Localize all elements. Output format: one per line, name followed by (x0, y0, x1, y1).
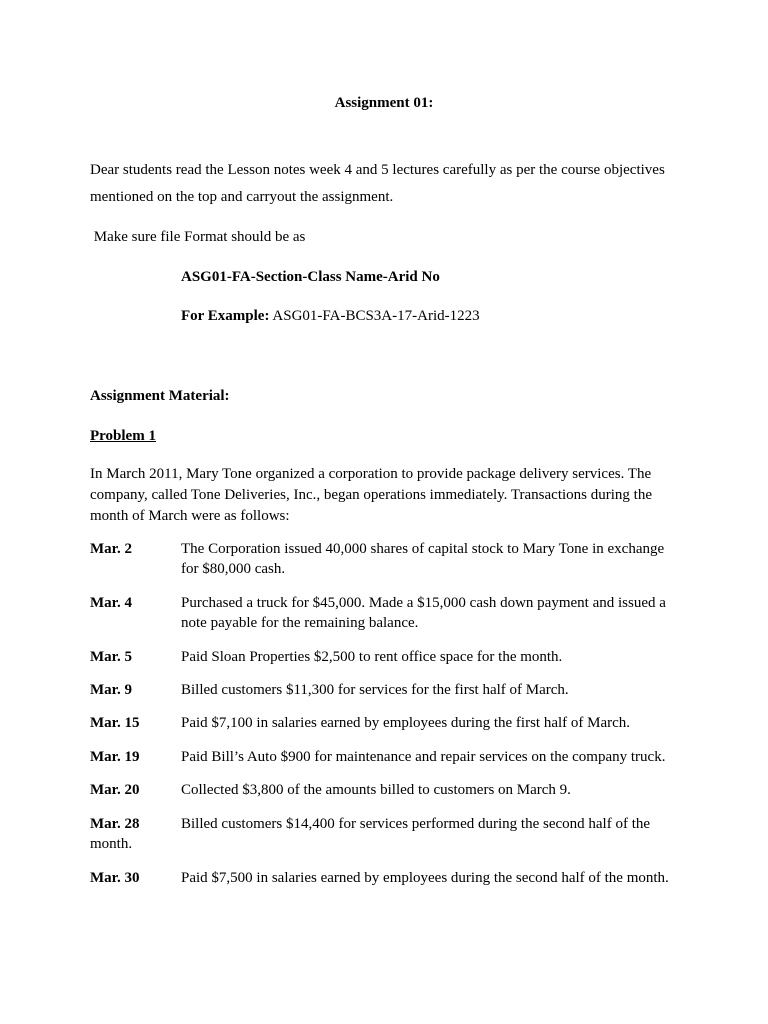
problem-line-3: month of March were as follows: (90, 508, 290, 524)
format-example-label: For Example: (181, 308, 270, 324)
material-heading: Assignment Material: (90, 388, 230, 404)
transaction-desc-wrap: month. (90, 836, 133, 852)
transaction-desc: Billed customers $14,400 for services performed during the second half of the (181, 816, 651, 832)
transaction-date: Mar. 9 (90, 682, 132, 698)
transaction-date: Mar. 2 (90, 541, 132, 557)
problem-line-1: In March 2011, Mary Tone organized a corporation to provide package delivery services. The (90, 466, 652, 482)
transaction-date: Mar. 30 (90, 870, 140, 886)
transaction-desc: Paid $7,100 in salaries earned by employees during the first half of March. (181, 715, 631, 731)
transaction-desc: Paid Sloan Properties $2,500 to rent office space for the month. (181, 649, 563, 665)
intro-line-2: mentioned on the top and carryout the assignment. (90, 189, 394, 205)
transaction-desc: Paid Bill’s Auto $900 for maintenance and repair services on the company truck. (181, 749, 666, 765)
problem-heading: Problem 1 (90, 428, 156, 444)
intro-line-1: Dear students read the Lesson notes week 4 and 5 lectures carefully as per the course objectives (90, 162, 665, 178)
transaction-date: Mar. 19 (90, 749, 140, 765)
problem-line-2: company, called Tone Deliveries, Inc., began operations immediately. Transactions during the (90, 487, 652, 503)
transaction-desc-cont: for $80,000 cash. (181, 561, 286, 577)
transaction-desc: Paid $7,500 in salaries earned by employees during the second half of the month. (181, 870, 669, 886)
transaction-date: Mar. 5 (90, 649, 132, 665)
transaction-date: Mar. 20 (90, 782, 140, 798)
transaction-desc: The Corporation issued 40,000 shares of capital stock to Mary Tone in exchange (181, 541, 665, 557)
transaction-desc: Billed customers $11,300 for services for the first half of March. (181, 682, 569, 698)
transaction-date: Mar. 28 (90, 816, 140, 832)
transaction-desc: Purchased a truck for $45,000. Made a $15,000 cash down payment and issued a (181, 595, 666, 611)
transaction-desc-cont: note payable for the remaining balance. (181, 615, 419, 631)
format-example (181, 306, 480, 326)
transaction-date: Mar. 4 (90, 595, 132, 611)
transaction-desc: Collected $3,800 of the amounts billed to customers on March 9. (181, 782, 571, 798)
transaction-date: Mar. 15 (90, 715, 140, 731)
format-label: Make sure file Format should be as (90, 229, 306, 245)
format-pattern: ASG01-FA-Section-Class Name-Arid No (181, 269, 440, 285)
format-example-value: ASG01-FA-BCS3A-17-Arid-1223 (269, 308, 480, 324)
page-title: Assignment 01: (334, 95, 434, 111)
